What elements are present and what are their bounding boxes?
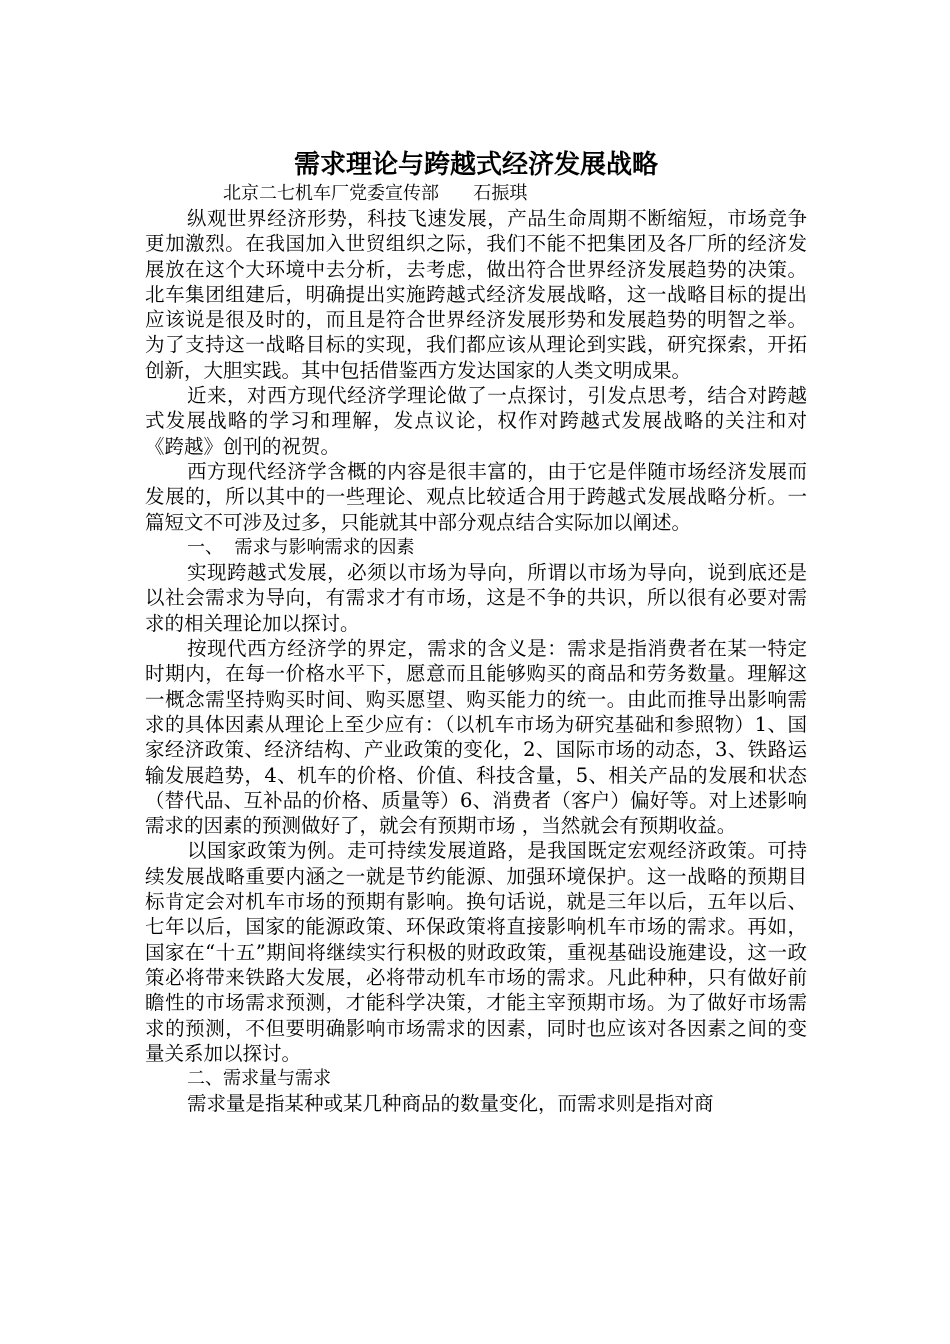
document-page xyxy=(145,148,807,1117)
paragraph-recent: 近来，对西方现代经济学理论做了一点探讨，引发点思考，结合对跨越式发展战略的学习和理解，发点议论，权作对跨越式发展战略的关注和对《跨越》创刊的祝贺。 xyxy=(145,384,807,458)
author-byline: 北京二七机车厂党委宣传部 石振琪 xyxy=(223,183,528,204)
paragraph-market-orientation: 实现跨越式发展，必须以市场为导向，所谓以市场为导向，说到底还是以社会需求为导向，有需求才有市场，这是不争的共识，所以很有必要对需求的相关理论加以探讨。 xyxy=(145,561,807,635)
paragraph-national-policy: 以国家政策为例。走可持续发展道路，是我国既定宏观经济政策。可持续发展战略重要内涵之一就是节约能源、加强环境保护。这一战略的预期目标肯定会对机车市场的预期有影响。换句话说，就是三年以后，五年以后、七年以后，国家的能源政策、环保政策将直接影响机车市场的需求。再如，国家在“十五”期间将继续实行积极的财政政策，重视基础设施建设，这一政策必将带来铁路大发展，必将带动机车市场的需求。凡此种种，只有做好前瞻性的市场需求预测，才能科学决策，才能主宰预期市场。为了做好市场需求的预测，不但要明确影响市场需求的因素，同时也应该对各因素之间的变量关系加以探讨。 xyxy=(145,839,807,1065)
section-heading-2: 二、需求量与需求 xyxy=(187,1068,331,1090)
paragraph-demand-quantity: 需求量是指某种或某几种商品的数量变化，而需求则是指对商 xyxy=(187,1092,714,1116)
document-title: 需求理论与跨越式经济发展战略 xyxy=(293,150,658,180)
paragraph-western-economics: 西方现代经济学含概的内容是很丰富的，由于它是伴随市场经济发展而发展的，所以其中的一些理论、观点比较适合用于跨越式发展战略分析。一篇短文不可涉及过多，只能就其中部分观点结合实际加以阐述。 xyxy=(145,459,807,534)
paragraph-demand-definition: 按现代西方经济学的界定，需求的含义是：需求是指消费者在某一特定时期内，在每一价格水平下，愿意而且能够购买的商品和劳务数量。理解这一概念需坚持购买时间、购买愿望、购买能力的统一。由此而推导出影响需求的具体因素从理论上至少应有：（以机车市场为研究基础和参照物）1、国家经济政策、经济结构、产业政策的变化，2、国际市场的动态，3、铁路运输发展趋势，4、机车的价格、价值、科技含量，5、相关产品的发展和状态（替代品、互补品的价格、质量等）6、消费者（客户）偏好等。对上述影响需求的因素的预测做好了，就会有预期市场 ，当然就会有预期收益。 xyxy=(145,637,807,838)
paragraph-intro: 纵观世界经济形势，科技飞速发展，产品生命周期不断缩短，市场竞争更加激烈。在我国加入世贸组织之际，我们不能不把集团及各厂所的经济发展放在这个大环境中去分析，去考虑，做出符合世界经济发展趋势的决策。北车集团组建后，明确提出实施跨越式经济发展战略，这一战略目标的提出应该说是很及时的，而且是符合世界经济发展形势和发展趋势的明智之举。为了支持这一战略目标的实现，我们都应该从理论到实践，研究探索，开拓创新，大胆实践。其中包括借鉴西方发达国家的人类文明成果。 xyxy=(145,207,807,382)
section-heading-1: 一、 需求与影响需求的因素 xyxy=(187,536,415,558)
